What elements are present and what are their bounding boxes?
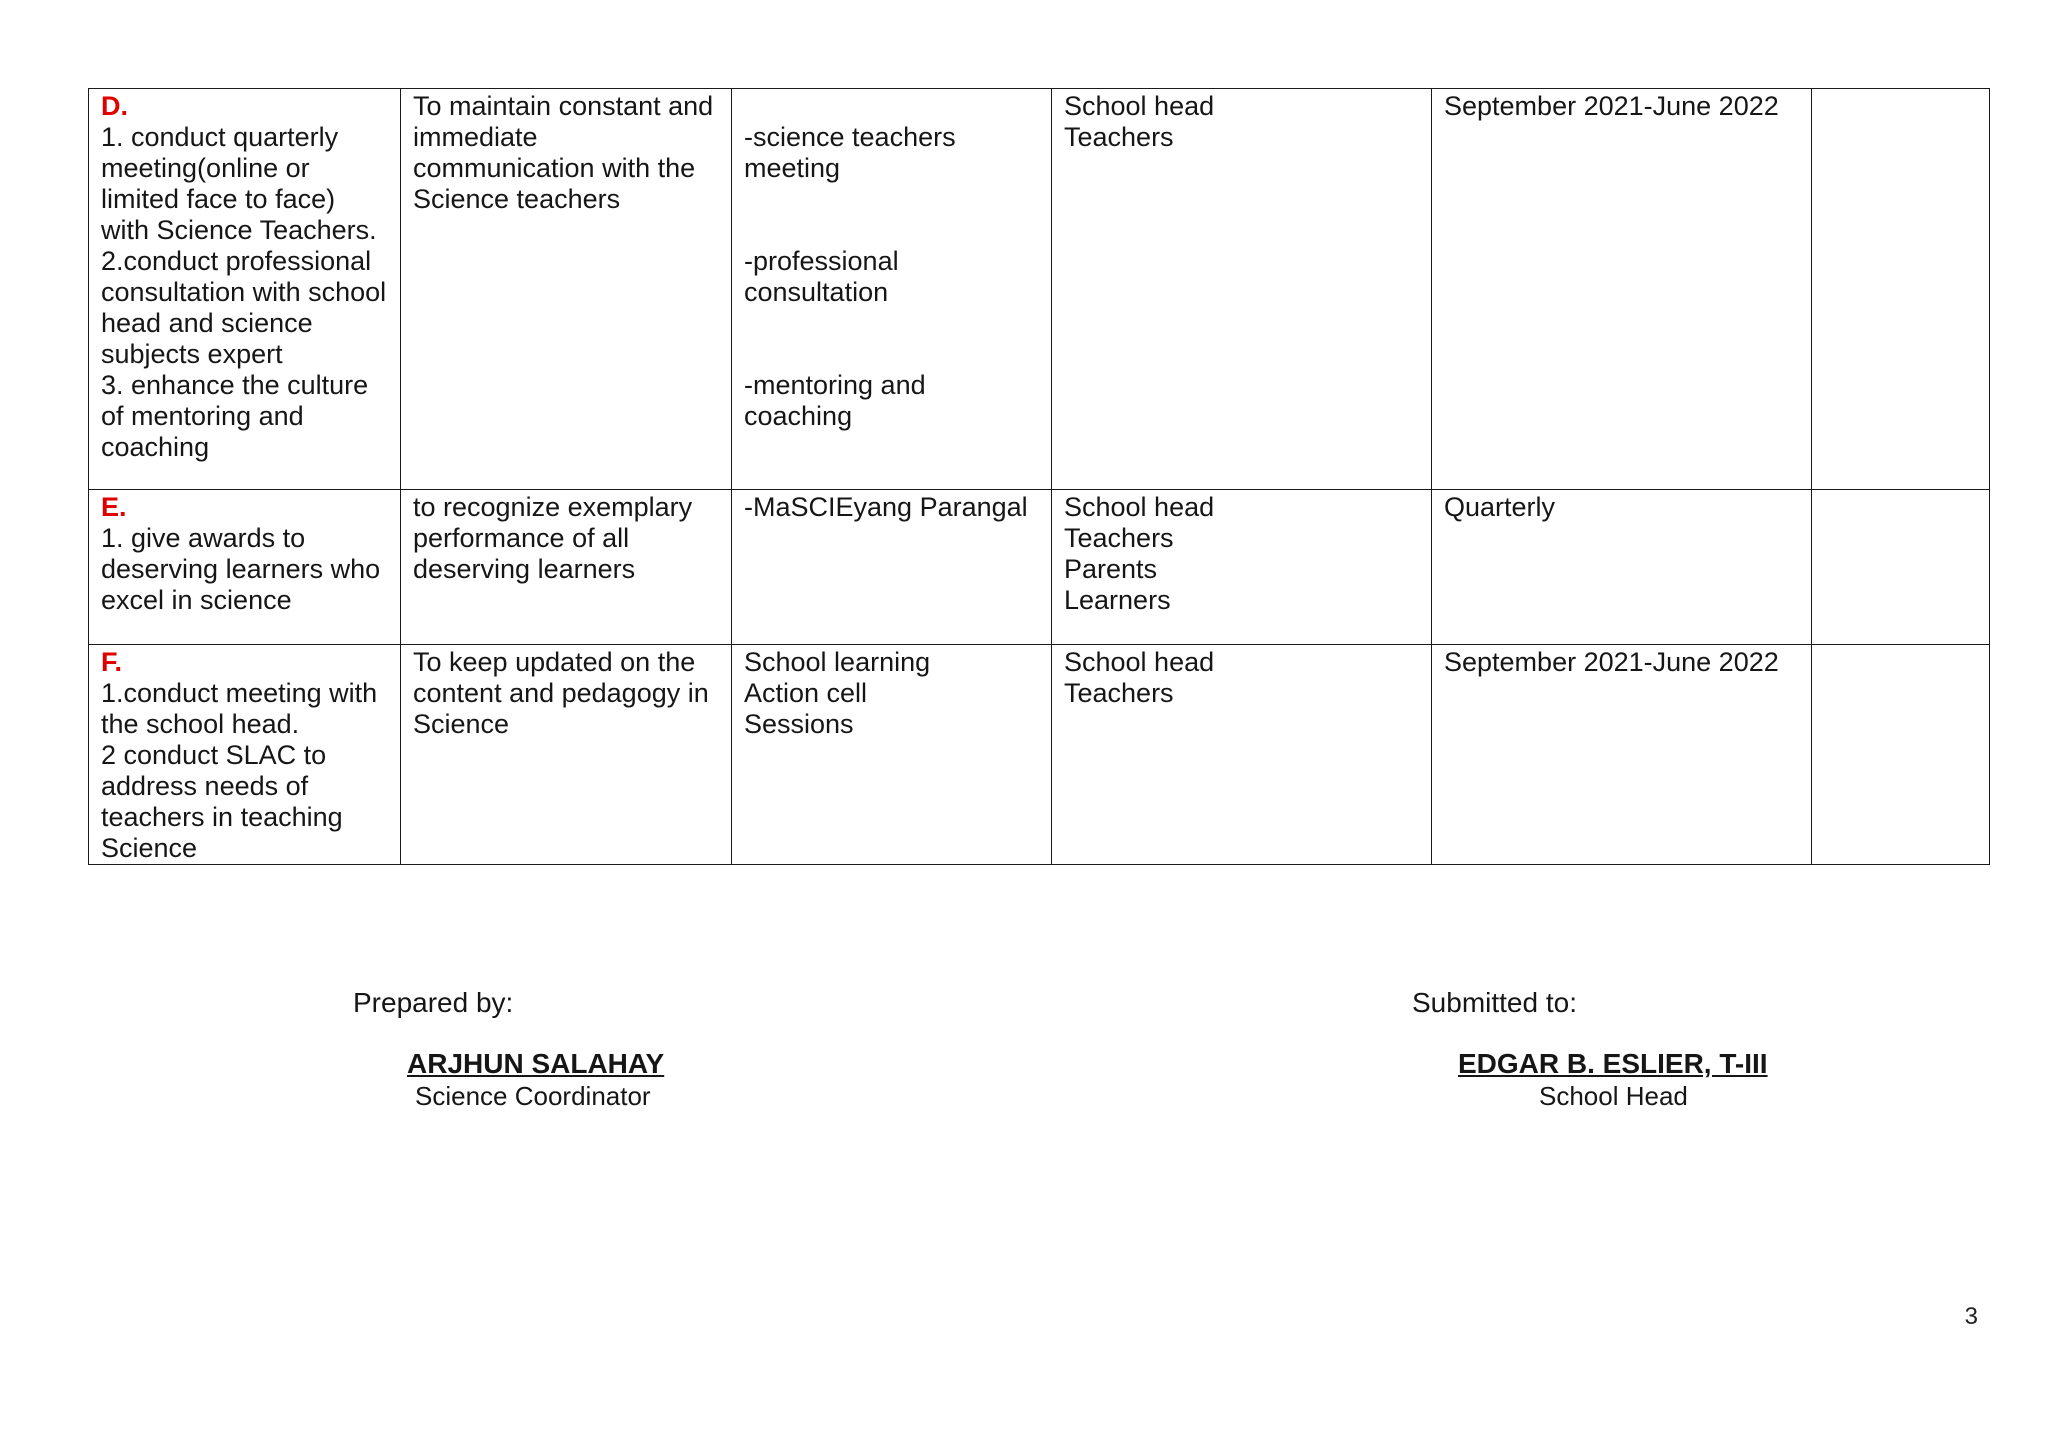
strategy-line: 1. give awards to [101,523,306,553]
time-frame-text: September 2021-June 2022 [1444,647,1779,677]
time-frame-cell [1432,645,1812,865]
strategy-line: teachers in teaching [101,802,343,832]
prepared-by-label: Prepared by: [353,987,514,1018]
objective-line: Science teachers [413,184,621,214]
strategy-cell [89,645,401,865]
table-row-f [89,645,1990,865]
row-letter: F. [101,647,123,677]
strategy-line: meeting(online or [101,153,310,183]
activity-line: -professional [744,246,899,276]
table-row-e [89,490,1990,645]
objective-line: to recognize exemplary [413,492,693,522]
remarks-cell [1812,645,1990,865]
person-line: Teachers [1064,678,1174,708]
objective-line: deserving learners [413,554,636,584]
remarks-cell [1812,89,1990,490]
objective-line: performance of all [413,523,630,553]
activity-line: coaching [744,401,853,431]
strategy-line: the school head. [101,709,300,739]
activity-line: -science teachers [744,122,956,152]
person-line: Teachers [1064,523,1174,553]
strategy-line: excel in science [101,585,292,615]
objective-cell [401,490,732,645]
strategy-line: of mentoring and [101,401,304,431]
submitted-to-label: Submitted to: [1412,987,1577,1018]
strategy-line: Science [101,833,198,863]
strategy-line: address needs of [101,771,309,801]
strategy-line: subjects expert [101,339,283,369]
action-plan-table [88,88,1990,865]
objective-line: Science [413,709,510,739]
objective-cell [401,645,732,865]
strategy-line: consultation with school [101,277,387,307]
strategy-line: 2 conduct SLAC to [101,740,327,770]
strategy-line: 1.conduct meeting with [101,678,378,708]
objective-line: content and pedagogy in [413,678,709,708]
prepared-by-title: Science Coordinator [415,1081,651,1111]
submitted-to-title: School Head [1539,1081,1688,1111]
activity-line: consultation [744,277,889,307]
activity-line: School learning [744,647,931,677]
objective-line: To keep updated on the [413,647,696,677]
person-line: School head [1064,647,1215,677]
persons-involved-cell [1052,645,1432,865]
activity-line: Action cell [744,678,868,708]
time-frame-cell [1432,89,1812,490]
activity-line: -mentoring and [744,370,926,400]
activity-line: -MaSCIEyang Parangal [744,492,1028,522]
strategy-cell [89,490,401,645]
person-line: School head [1064,492,1215,522]
activity-line: meeting [744,153,841,183]
strategy-line: 2.conduct professional [101,246,372,276]
activity-cell [732,645,1052,865]
strategy-line: 3. enhance the culture [101,370,369,400]
person-line: School head [1064,91,1215,121]
activity-cell [732,89,1052,490]
table-row-d [89,89,1990,490]
person-line: Parents [1064,554,1158,584]
strategy-line: limited face to face) [101,184,336,214]
objective-cell [401,89,732,490]
prepared-by-name: ARJHUN SALAHAY [407,1048,665,1079]
person-line: Teachers [1064,122,1174,152]
strategy-line: coaching [101,432,210,462]
strategy-cell [89,89,401,490]
persons-involved-cell [1052,490,1432,645]
activity-cell [732,490,1052,645]
activity-line: Sessions [744,709,854,739]
persons-involved-cell [1052,89,1432,490]
page-number: 3 [1964,1303,1978,1330]
objective-line: immediate [413,122,538,152]
person-line: Learners [1064,585,1171,615]
submitted-to-name: EDGAR B. ESLIER, T-III [1458,1048,1768,1079]
objective-line: To maintain constant and [413,91,714,121]
time-frame-text: Quarterly [1444,492,1556,522]
strategy-line: with Science Teachers. [101,215,377,245]
row-letter: E. [101,492,127,522]
objective-line: communication with the [413,153,696,183]
remarks-cell [1812,490,1990,645]
row-letter: D. [101,91,128,121]
strategy-line: 1. conduct quarterly [101,122,339,152]
strategy-line: head and science [101,308,313,338]
time-frame-cell [1432,490,1812,645]
strategy-line: deserving learners who [101,554,381,584]
time-frame-text: September 2021-June 2022 [1444,91,1779,121]
